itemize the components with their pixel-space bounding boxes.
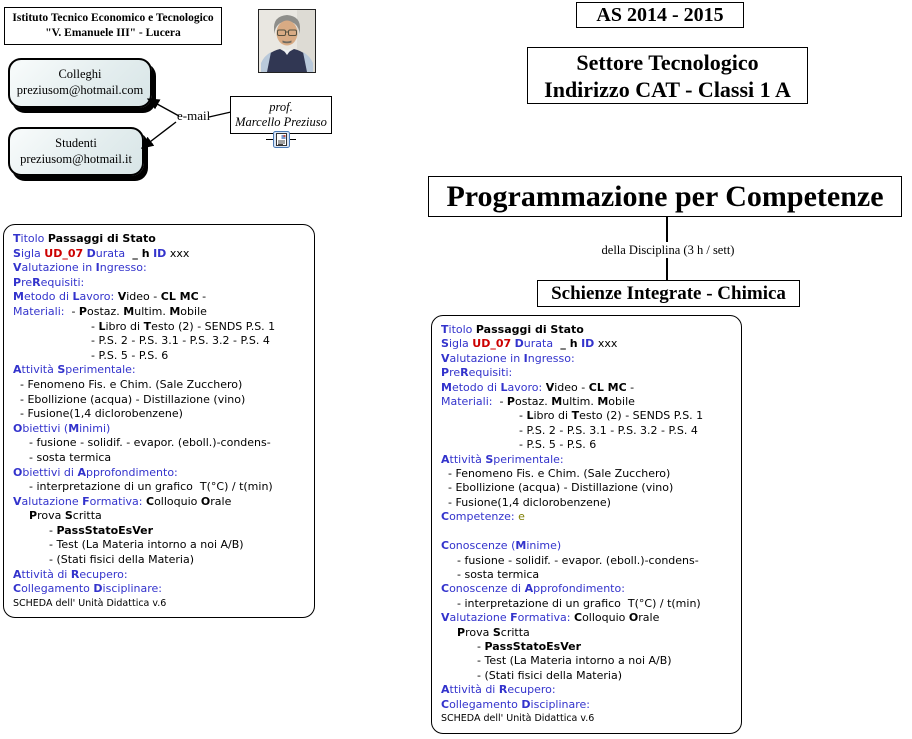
unit-card-line: - Test (La Materia intorno a noi A/B) — [49, 538, 244, 552]
unit-card-line: SCHEDA dell' Unità Didattica v.6 — [13, 597, 167, 609]
unit-card-line: - fusione - solidif. - evapor. (eboll.)-condens- — [29, 436, 271, 450]
unit-card-line: - interpretazione di un grafico T(°C) / t(min) — [457, 596, 701, 610]
sector-line2: Indirizzo CAT - Classi 1 A — [544, 77, 791, 102]
unit-card-line: Attività di Recupero: — [13, 567, 128, 581]
unit-card-line: Metodo di Lavoro: Video - CL MC - — [13, 290, 207, 304]
unit-card-line: Prova Scritta — [457, 625, 530, 639]
unit-card-line: Conoscenze (Minime) — [441, 539, 562, 553]
unit-card-line: Sigla UD_07 Durata _ h ID xxx — [441, 337, 618, 351]
unit-card-line: PreRequisiti: — [13, 275, 85, 289]
unit-card-line: - (Stati fisici della Materia) — [49, 553, 194, 567]
program-title-box: Programmazione per Competenze — [428, 176, 902, 217]
unit-card-line: - P.S. 5 - P.S. 6 — [519, 438, 597, 452]
unit-card-line: SCHEDA dell' Unità Didattica v.6 — [441, 712, 595, 724]
unit-card-line: - P.S. 2 - P.S. 3.1 - P.S. 3.2 - P.S. 4 — [91, 334, 270, 348]
unit-card-line: Valutazione Formativa: Colloquio Orale — [441, 611, 660, 625]
unit-card-line: - P.S. 2 - P.S. 3.1 - P.S. 3.2 - P.S. 4 — [519, 423, 698, 437]
connector-line-top — [666, 216, 668, 242]
colleghi-label: Colleghi — [58, 67, 102, 81]
unit-card-line: Obiettivi di Approfondimento: — [13, 465, 178, 479]
program-subtitle: della Disciplina (3 h / sett) — [601, 243, 735, 257]
email-label: e-mail — [177, 108, 211, 123]
unit-card-line: - Test (La Materia intorno a noi A/B) — [477, 654, 672, 668]
institute-line2: "V. Emanuele III" - Lucera — [45, 27, 181, 39]
institute-title-box — [4, 7, 222, 45]
sector-line1: Settore Tecnologico — [576, 50, 759, 75]
unit-card-line: - interpretazione di un grafico T(°C) / t(min) — [29, 480, 273, 494]
unit-card-line: Valutazione in Ingresso: — [441, 351, 575, 365]
unit-card-line: Attività Sperimentale: — [441, 452, 564, 466]
portrait-image — [259, 10, 315, 72]
unit-card-line: - P.S. 5 - P.S. 6 — [91, 348, 169, 362]
unit-card-line: Conoscenze di Approfondimento: — [441, 582, 625, 596]
colleghi-email: preziusom@hotmail.com — [16, 83, 144, 97]
unit-card-line: - Fusione(1,4 diclorobenzene) — [448, 495, 611, 509]
unit-card-right — [431, 315, 742, 734]
unit-card-line: Sigla UD_07 Durata _ h ID xxx — [13, 246, 190, 260]
unit-card-line: Titolo Passaggi di Stato — [441, 323, 584, 336]
unit-card-line: Obiettivi (Minimi) — [13, 421, 111, 435]
arrow-to-colleghi — [148, 99, 179, 116]
professor-photo — [258, 9, 316, 73]
unit-card-line: - Libro di Testo (2) - SENDS P.S. 1 — [519, 409, 704, 423]
unit-card-line: Attività Sperimentale: — [13, 363, 136, 377]
unit-card-left — [3, 224, 315, 618]
professor-name-box — [230, 96, 332, 134]
unit-card-line: Collegamento Disciplinare: — [441, 697, 590, 711]
studenti-bubble — [8, 127, 144, 176]
unit-card-line: - sosta termica — [29, 450, 112, 464]
unit-card-line: - Fusione(1,4 diclorobenzene) — [20, 407, 183, 421]
colleghi-bubble — [8, 58, 152, 108]
email-arrows — [132, 88, 238, 160]
embedded-document-icon — [273, 131, 290, 148]
studenti-label: Studenti — [55, 136, 97, 150]
unit-card-line: - Ebollizione (acqua) - Distillazione (vino) — [448, 481, 674, 495]
unit-card-line: Titolo Passaggi di Stato — [13, 232, 156, 245]
unit-card-line: - sosta termica — [457, 567, 540, 581]
unit-card-line: Materiali: - Postaz. Multim. Mobile — [13, 304, 207, 318]
sector-box — [527, 47, 808, 104]
arrow-to-studenti — [142, 122, 176, 148]
studenti-email: preziusom@hotmail.it — [20, 152, 132, 166]
unit-card-line: - Libro di Testo (2) - SENDS P.S. 1 — [91, 319, 276, 333]
unit-card-line: Valutazione Formativa: Colloquio Orale — [13, 494, 232, 508]
unit-card-line: - fusione - solidif. - evapor. (eboll.)-condens- — [457, 553, 699, 567]
unit-card-line — [441, 525, 737, 539]
institute-line1: Istituto Tecnico Economico e Tecnologico — [12, 12, 214, 24]
unit-card-line: PreRequisiti: — [441, 366, 513, 380]
unit-card-line: Competenze: e — [441, 510, 525, 524]
unit-card-line: - Fenomeno Fis. e Chim. (Sale Zucchero) — [448, 467, 671, 481]
subject-box: Schienze Integrate - Chimica — [537, 280, 800, 307]
unit-card-line: Materiali: - Postaz. Multim. Mobile — [441, 395, 635, 409]
unit-card-line: - (Stati fisici della Materia) — [477, 668, 622, 682]
prof-name: Marcello Preziuso — [235, 115, 327, 129]
unit-card-line: Metodo di Lavoro: Video - CL MC - — [441, 380, 635, 394]
unit-card-line: Collegamento Disciplinare: — [13, 582, 162, 596]
unit-card-line: Valutazione in Ingresso: — [13, 261, 147, 275]
prof-title: prof. — [269, 100, 293, 114]
line-to-prof-box — [209, 112, 231, 117]
unit-card-line: - Ebollizione (acqua) - Distillazione (vino) — [20, 392, 246, 406]
unit-card-line: Attività di Recupero: — [441, 683, 556, 697]
unit-card-line: Prova Scritta — [29, 509, 102, 523]
school-year-box: AS 2014 - 2015 — [576, 2, 744, 28]
connector-line-bottom — [666, 258, 668, 280]
unit-card-line: - Fenomeno Fis. e Chim. (Sale Zucchero) — [20, 377, 243, 391]
unit-card-line: - PassStatoEsVer — [477, 639, 582, 653]
unit-card-line: - PassStatoEsVer — [49, 523, 154, 537]
